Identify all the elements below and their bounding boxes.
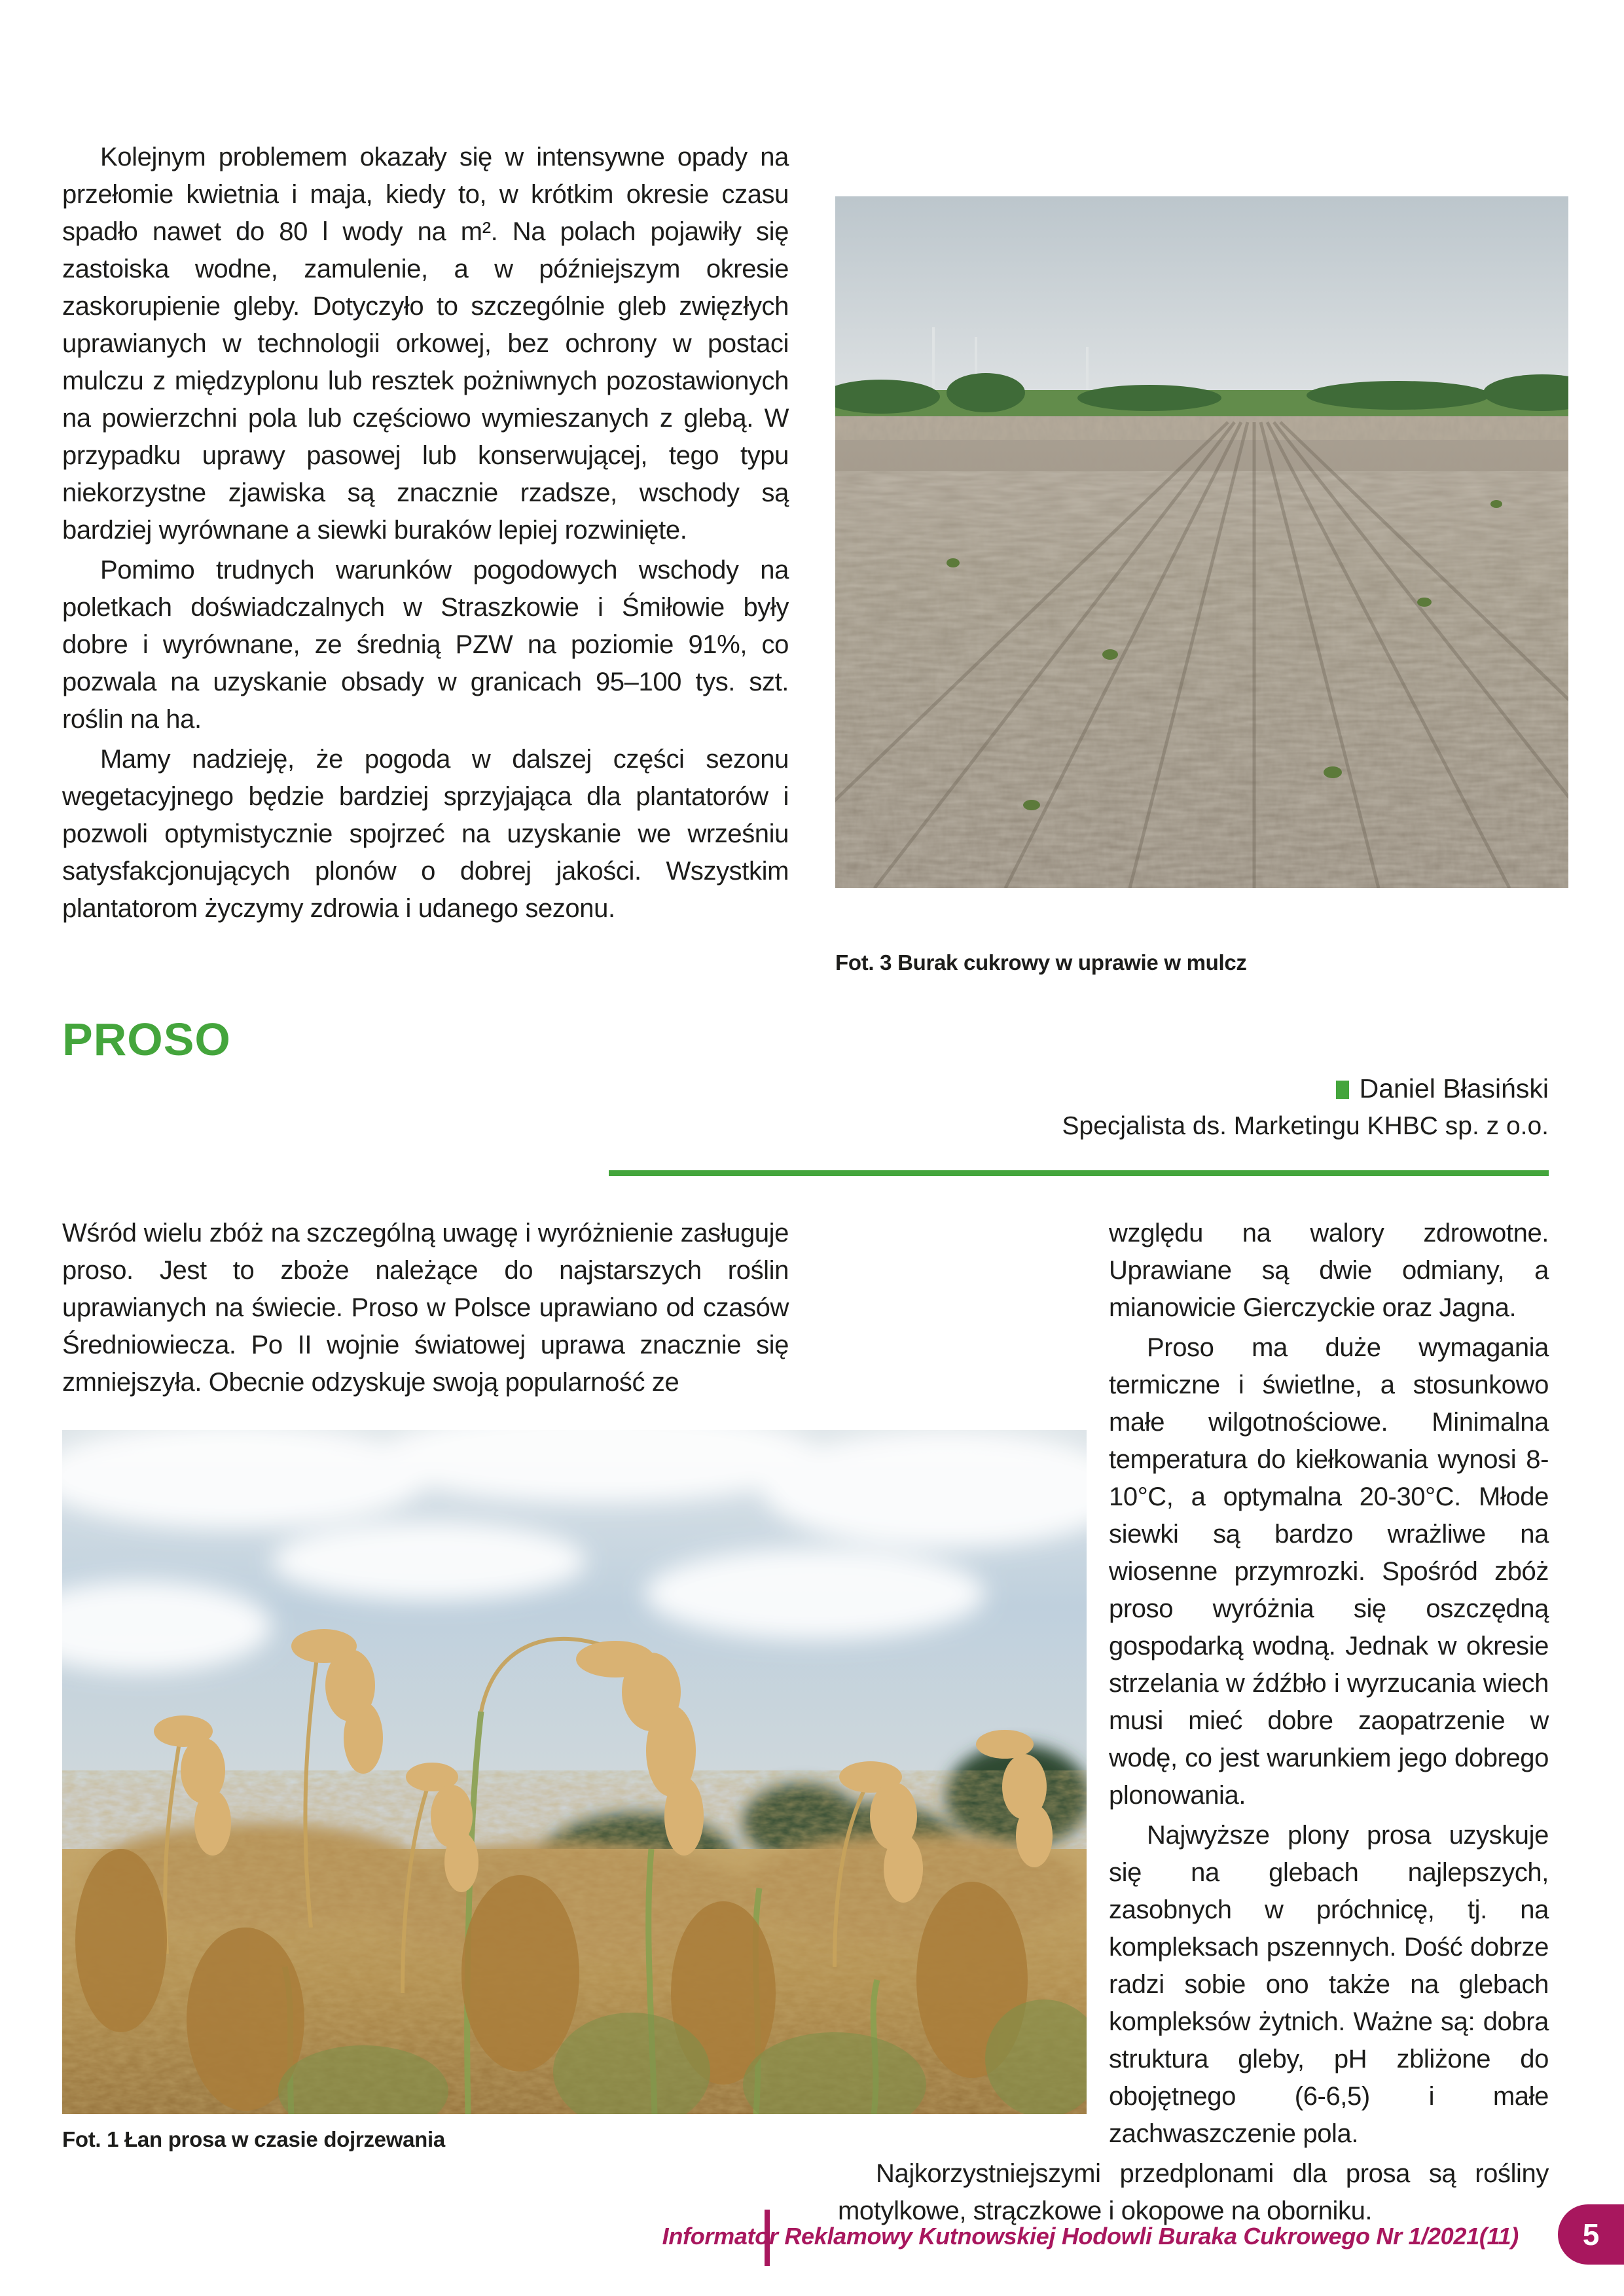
author-name-line bbox=[1062, 1069, 1549, 1107]
burak-field-illustration bbox=[835, 196, 1568, 888]
proso-section-title: PROSO bbox=[62, 1014, 231, 1065]
photo-burak-mulch-field bbox=[835, 196, 1568, 888]
paragraph: Proso ma duże wymagania termiczne i świetlne, a stosunkowo małe wilgotnościowe. Minimalna temperatura do kiełkowania wynosi 8-10°C, a optymalna 20-30°C. Młode siewki są bardzo wrażliwe na wiosenne przymrozki. Spośród zbóż proso wyróżnia się oszczędną gospodarką wodną. Jednak w okresie strzelania w źdźbło i wyrzucania wiech musi mieć dobre zaopatrzenie w wodę, co jest warunkiem jego dobrego plonowania. bbox=[1109, 1333, 1549, 1810]
page-number: 5 bbox=[1582, 2217, 1600, 2251]
proso-left-column bbox=[62, 1215, 789, 1404]
paragraph: Kolejnym problemem okazały się w intensywne opady na przełomie kwietnia i maja, kiedy to, w krótkim okresie czasu spadło nawet do 80 l wody na m². Na polach pojawiły się zastoiska wodne, zamulenie, a w późniejszym okresie zaskorupienie gleby. Dotyczyło to szczególnie gleb zwięzłych uprawianych w technologii orkowej, bez ochrony w postaci mulczu z międzyplonu lub resztek pożniwnych pozostawionych na powierzchni pola lub częściowo wymieszanych z glebą. W przypadku uprawy pasowej lub konserwującej, tego typu niekorzystne zjawiska są znacznie rzadsze, wschody są bardziej wyrównane a siewki buraków lepiej rozwinięte. bbox=[62, 143, 789, 545]
paragraph: Pomimo trudnych warunków pogodowych wschody na poletkach doświadczalnych w Straszkowie i Śmiłowie były dobre i wyrównane, ze średnią PZW na poziomie 91%, co pozwala na uzyskanie obsady w granicach 95–100 tys. szt. roślin na ha. bbox=[62, 556, 789, 734]
section-divider-rule bbox=[609, 1170, 1549, 1176]
paragraph: Mamy nadzieję, że pogoda w dalszej części sezonu wegetacyjnego będzie bardziej sprzyjająca dla plantatorów i pozwoli optymistycznie spojrzeć na uzyskanie we wrześniu satysfakcjonujących plonów o dobrej jakości. Wszystkim plantatorom życzymy zdrowia i udanego sezonu. bbox=[62, 745, 789, 923]
millet-field-illustration bbox=[62, 1430, 1087, 2114]
paragraph: względu na walory zdrowotne. Uprawiane są dwie odmiany, a mianowicie Gierczyckie oraz Jagna. bbox=[1109, 1219, 1549, 1322]
author-role: Specjalista ds. Marketingu KHBC sp. z o.o. bbox=[1062, 1112, 1549, 1140]
photo-millet-field bbox=[62, 1430, 1087, 2114]
photo-caption-millet: Fot. 1 Łan prosa w czasie dojrzewania bbox=[62, 2127, 445, 2151]
footer-text: Informator Reklamowy Kutnowskiej Hodowli Buraka Cukrowego Nr 1/2021(11) bbox=[662, 2223, 1519, 2250]
photo-caption-burak: Fot. 3 Burak cukrowy w uprawie w mulcz bbox=[835, 950, 1247, 975]
author-name: Daniel Błasiński bbox=[1359, 1073, 1549, 1103]
paragraph: Wśród wielu zbóż na szczególną uwagę i wyróżnienie zasługuje proso. Jest to zboże należące do najstarszych roślin uprawianych na świecie. Proso w Polsce uprawiano od czasów Średniowiecza. Po II wojnie światowej uprawa znacznie się zmniejszyła. Obecnie odzyskuje swoją popularność ze bbox=[62, 1219, 789, 1397]
author-block bbox=[1062, 1069, 1549, 1145]
green-square-bullet-icon bbox=[1336, 1081, 1349, 1099]
page-number-badge bbox=[1558, 2204, 1624, 2265]
paragraph: Najwyższe plony prosa uzyskuje się na glebach najlepszych, zasobnych w próchnicę, tj. na kompleksach pszennych. Dość dobrze radzi sobie ono także na glebach kompleksów żytnich. Ważne są: dobra struktura gleby, pH zbliżone do obojętnego (6-6,5) i małe zachwaszczenie pola. bbox=[1109, 1821, 1549, 2148]
burak-text-column bbox=[62, 139, 789, 930]
paragraph: Najkorzystniejszymi przedplonami dla prosa są rośliny motylkowe, strączkowe i okopowe na oborniku. bbox=[838, 2159, 1549, 2225]
